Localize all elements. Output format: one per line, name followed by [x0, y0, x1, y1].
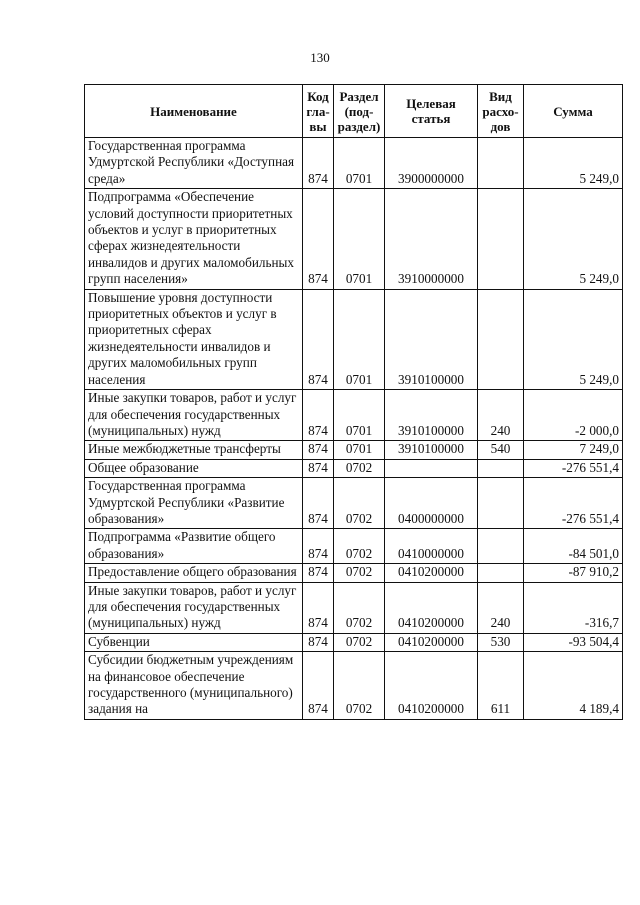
table-header-row — [85, 85, 623, 138]
row-sum: -276 551,4 — [524, 459, 623, 477]
row-chapter-code: 874 — [303, 390, 334, 441]
row-chapter-code: 874 — [303, 529, 334, 564]
row-target-article: 0410200000 — [385, 652, 478, 720]
row-sum: 5 249,0 — [524, 189, 623, 289]
row-chapter-code: 874 — [303, 564, 334, 582]
row-expense-type — [478, 189, 524, 289]
row-section: 0702 — [334, 633, 385, 651]
row-target-article: 3910100000 — [385, 441, 478, 459]
row-chapter-code: 874 — [303, 633, 334, 651]
table-row — [85, 390, 623, 441]
table-row — [85, 529, 623, 564]
row-sum: -2 000,0 — [524, 390, 623, 441]
header-sum: Сумма — [524, 85, 623, 138]
row-name: Предоставление общего образования — [85, 564, 303, 582]
header-target-article: Целевая статья — [385, 85, 478, 138]
table-row — [85, 633, 623, 651]
row-target-article: 3910100000 — [385, 289, 478, 389]
row-name: Повышение уровня доступности приоритетных объектов и услуг в приоритетных сферах жизнедеятельности инвалидов и других маломобильных групп населения — [85, 289, 303, 389]
row-sum: -87 910,2 — [524, 564, 623, 582]
row-chapter-code: 874 — [303, 289, 334, 389]
row-sum: 7 249,0 — [524, 441, 623, 459]
row-sum: 5 249,0 — [524, 289, 623, 389]
row-chapter-code: 874 — [303, 652, 334, 720]
row-target-article: 0410200000 — [385, 582, 478, 633]
row-chapter-code: 874 — [303, 459, 334, 477]
table-row — [85, 289, 623, 389]
table-row — [85, 564, 623, 582]
row-chapter-code: 874 — [303, 582, 334, 633]
row-sum: 4 189,4 — [524, 652, 623, 720]
row-name: Субвенции — [85, 633, 303, 651]
row-expense-type — [478, 478, 524, 529]
row-section: 0701 — [334, 289, 385, 389]
row-expense-type: 611 — [478, 652, 524, 720]
table-row — [85, 189, 623, 289]
row-expense-type: 240 — [478, 582, 524, 633]
row-name: Подпрограмма «Развитие общего образования» — [85, 529, 303, 564]
row-target-article: 0410200000 — [385, 564, 478, 582]
row-expense-type: 540 — [478, 441, 524, 459]
row-section: 0702 — [334, 459, 385, 477]
table-row — [85, 652, 623, 720]
row-section: 0701 — [334, 189, 385, 289]
row-expense-type — [478, 459, 524, 477]
page-number: 130 — [310, 50, 330, 65]
budget-table — [84, 84, 623, 720]
header-expense-type: Вид расхо-дов — [478, 85, 524, 138]
row-section: 0702 — [334, 478, 385, 529]
row-sum: 5 249,0 — [524, 138, 623, 189]
row-expense-type — [478, 289, 524, 389]
row-target-article: 3910000000 — [385, 189, 478, 289]
row-expense-type — [478, 564, 524, 582]
table-row — [85, 441, 623, 459]
row-section: 0701 — [334, 138, 385, 189]
row-chapter-code: 874 — [303, 189, 334, 289]
header-chapter-code: Код гла-вы — [303, 85, 334, 138]
header-section: Раздел (под-раздел) — [334, 85, 385, 138]
row-chapter-code: 874 — [303, 138, 334, 189]
row-target-article: 0410000000 — [385, 529, 478, 564]
row-target-article: 0410200000 — [385, 633, 478, 651]
row-name: Государственная программа Удмуртской Республики «Доступная среда» — [85, 138, 303, 189]
row-sum: -276 551,4 — [524, 478, 623, 529]
row-name: Общее образование — [85, 459, 303, 477]
row-name: Субсидии бюджетным учреждениям на финансовое обеспечение государственного (муниципального) задания на — [85, 652, 303, 720]
header-name: Наименование — [85, 85, 303, 138]
row-expense-type — [478, 138, 524, 189]
table-row — [85, 582, 623, 633]
row-target-article: 0400000000 — [385, 478, 478, 529]
row-sum: -84 501,0 — [524, 529, 623, 564]
row-name: Государственная программа Удмуртской Республики «Развитие образования» — [85, 478, 303, 529]
row-expense-type — [478, 529, 524, 564]
row-section: 0702 — [334, 564, 385, 582]
row-name: Иные межбюджетные трансферты — [85, 441, 303, 459]
row-section: 0701 — [334, 441, 385, 459]
row-chapter-code: 874 — [303, 478, 334, 529]
row-section: 0702 — [334, 582, 385, 633]
table-row — [85, 459, 623, 477]
row-sum: -93 504,4 — [524, 633, 623, 651]
row-name: Иные закупки товаров, работ и услуг для обеспечения государственных (муниципальных) нужд — [85, 390, 303, 441]
row-section: 0701 — [334, 390, 385, 441]
row-target-article: 3910100000 — [385, 390, 478, 441]
table-row — [85, 478, 623, 529]
row-expense-type: 530 — [478, 633, 524, 651]
row-section: 0702 — [334, 652, 385, 720]
row-name: Иные закупки товаров, работ и услуг для обеспечения государственных (муниципальных) нужд — [85, 582, 303, 633]
table-row — [85, 138, 623, 189]
row-target-article: 3900000000 — [385, 138, 478, 189]
row-chapter-code: 874 — [303, 441, 334, 459]
row-target-article — [385, 459, 478, 477]
row-section: 0702 — [334, 529, 385, 564]
row-sum: -316,7 — [524, 582, 623, 633]
row-name: Подпрограмма «Обеспечение условий доступности приоритетных объектов и услуг в приоритетных сферах жизнедеятельности инвалидов и других маломобильных групп населения» — [85, 189, 303, 289]
row-expense-type: 240 — [478, 390, 524, 441]
